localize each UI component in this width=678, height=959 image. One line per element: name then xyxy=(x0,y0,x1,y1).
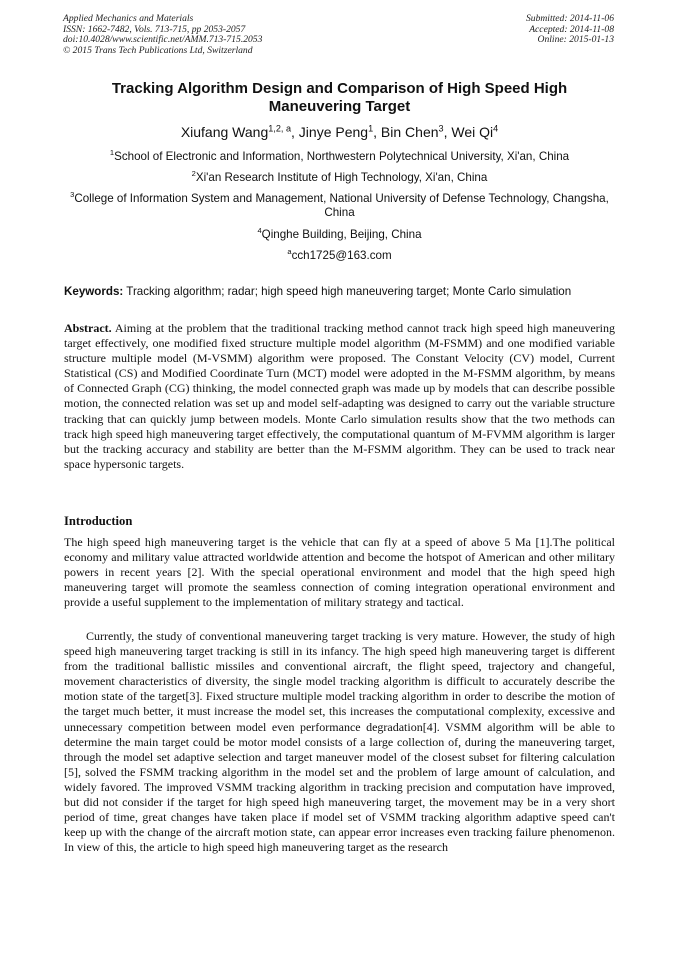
author-affiliation-mark: 3 xyxy=(438,123,444,134)
affiliation-mark: a xyxy=(287,247,292,257)
author-affiliation-mark: 1 xyxy=(368,123,374,134)
doi-line: doi:10.4028/www.scientific.net/AMM.713-715.2053 xyxy=(63,34,263,46)
affiliation-mark: 3 xyxy=(70,190,75,200)
affiliation-mark: 1 xyxy=(109,148,115,158)
affiliation-mark: 4 xyxy=(257,226,262,236)
affiliation-2 xyxy=(64,171,615,185)
intro-paragraph-2: Currently, the study of conventional maneuvering target tracking is very mature. However, the study of high speed high maneuvering target tracking is still in its infancy. The high speed high maneuvering target is different from the traditional ballistic missiles and conventional aircraft, the flight speed, trajectory and changeful, movement characteristics of diversity, the single model tracking algorithm is difficult to accurately describe the motion state of the target[3]. Fixed structure multiple model tracking algorithm in order to describe the motion of the target much better, it must increase the model set, this increases the computational complexity, excessive and unnecessary competition between model even performance degradation[4]. VSMM algorithm will be able to determine the main target could be motor model consists of a large collection of, during the maneuvering target, through the model set adaptive selection and target maneuver model of the closest subset for filtering calculation [5], solved the FSMM tracking algorithm in the model set and the problem of large amount of calculation, and widely favored. The improved VSMM tracking algorithm in tracking precision and computation have improved, but did not consider if the target for high speed high maneuvering target, the movement may be in a very short period of time, great changes have taken place if model set of VSMM tracking algorithm adaptive speed can't keep up with the change of the aircraft motion state, can appear error increases even tracking failure phenomenon. In view of this, the article to high speed high maneuvering target as the research xyxy=(64,629,615,855)
paper-title: Tracking Algorithm Design and Comparison of High Speed High Maneuvering Target xyxy=(111,80,568,115)
author-separator: , xyxy=(373,124,381,140)
online-date: Online: 2015-01-13 xyxy=(537,34,614,46)
author-name: Wei Qi xyxy=(451,124,494,140)
affiliation-text: Xi'an Research Institute of High Technology, Xi'an, China xyxy=(195,171,488,184)
submitted-date: Submitted: 2014-11-06 xyxy=(525,13,614,24)
intro-paragraph-1: The high speed high maneuvering target is the vehicle that can fly at a speed of above 5 Ma [1].The political economy and military value attracted worldwide attention and become the hotspot of American and other military powers in recent years [2]. With the special operational environment and model that the high speed high maneuvering target will promote the seamless connection of coming integration operational environment and provide a useful supplement to the implementation of military strategy and tactical. xyxy=(64,535,615,610)
author-name: Jinye Peng xyxy=(298,124,369,140)
copyright-line: © 2015 Trans Tech Publications Ltd, Switzerland xyxy=(63,44,253,56)
author-email xyxy=(64,249,615,263)
author-separator: , xyxy=(443,124,452,140)
keywords-text: Tracking algorithm; radar; high speed high maneuvering target; Monte Carlo simulation xyxy=(123,285,572,298)
abstract-text: Aiming at the problem that the traditional tracking method cannot track high speed high maneuvering target effectively, one modified fixed structure multiple model algorithm (M-FSMM) and one modified variable structure multiple model (M-VSMM) algorithm were proposed. The Constant Velocity (CV) model, Current Statistical (CS) and Modified Coordinate Turn (MCT) model were adopted in the M-FSMM algorithm, by means of Connected Graph (CG) thinking, the model connected graph was made up by models that can describe possible motion, the connected relation was set up and model self-adapting was designed to carry out the variable structure tracking that can quickly jump between models. Monte Carlo simulation results show that the two methods can track high speed high maneuvering target effectively, the computational quantum of M-FVMM algorithm is larger but the tracking accuracy and stability are better than the M-FSMM algorithm. They can be used to track near space hypersonic targets. xyxy=(64,321,615,471)
journal-info xyxy=(63,14,262,56)
author-affiliation-mark: 1,2, a xyxy=(268,123,292,134)
author-list xyxy=(64,124,615,141)
author-name: Xiufang Wang xyxy=(180,124,269,140)
affiliation-1 xyxy=(64,150,615,164)
abstract xyxy=(64,321,615,472)
journal-name: Applied Mechanics and Materials xyxy=(63,13,194,24)
affiliation-text: College of Information System and Management, National University of Defense Technology, Changsha, China xyxy=(74,192,609,219)
affiliation-text: Qinghe Building, Beijing, China xyxy=(261,228,422,241)
author-name: Bin Chen xyxy=(380,124,439,140)
affiliation-text: School of Electronic and Information, Northwestern Polytechnical University, Xi'an, China xyxy=(114,150,570,163)
affiliation-4 xyxy=(64,228,615,242)
author-affiliation-mark: 4 xyxy=(493,123,499,134)
introduction-heading: Introduction xyxy=(64,514,133,528)
abstract-label: Abstract. xyxy=(64,321,112,335)
author-separator: , xyxy=(291,124,299,140)
affiliation-3 xyxy=(70,192,609,220)
accepted-date: Accepted: 2014-11-08 xyxy=(529,23,614,35)
keywords xyxy=(64,285,615,299)
affiliation-mark: 2 xyxy=(191,169,196,179)
keywords-label: Keywords: xyxy=(64,285,124,298)
email-text: cch1725@163.com xyxy=(291,249,392,262)
issn-line: ISSN: 1662-7482, Vols. 713-715, pp 2053-2057 xyxy=(63,23,246,35)
submission-dates xyxy=(526,14,614,46)
